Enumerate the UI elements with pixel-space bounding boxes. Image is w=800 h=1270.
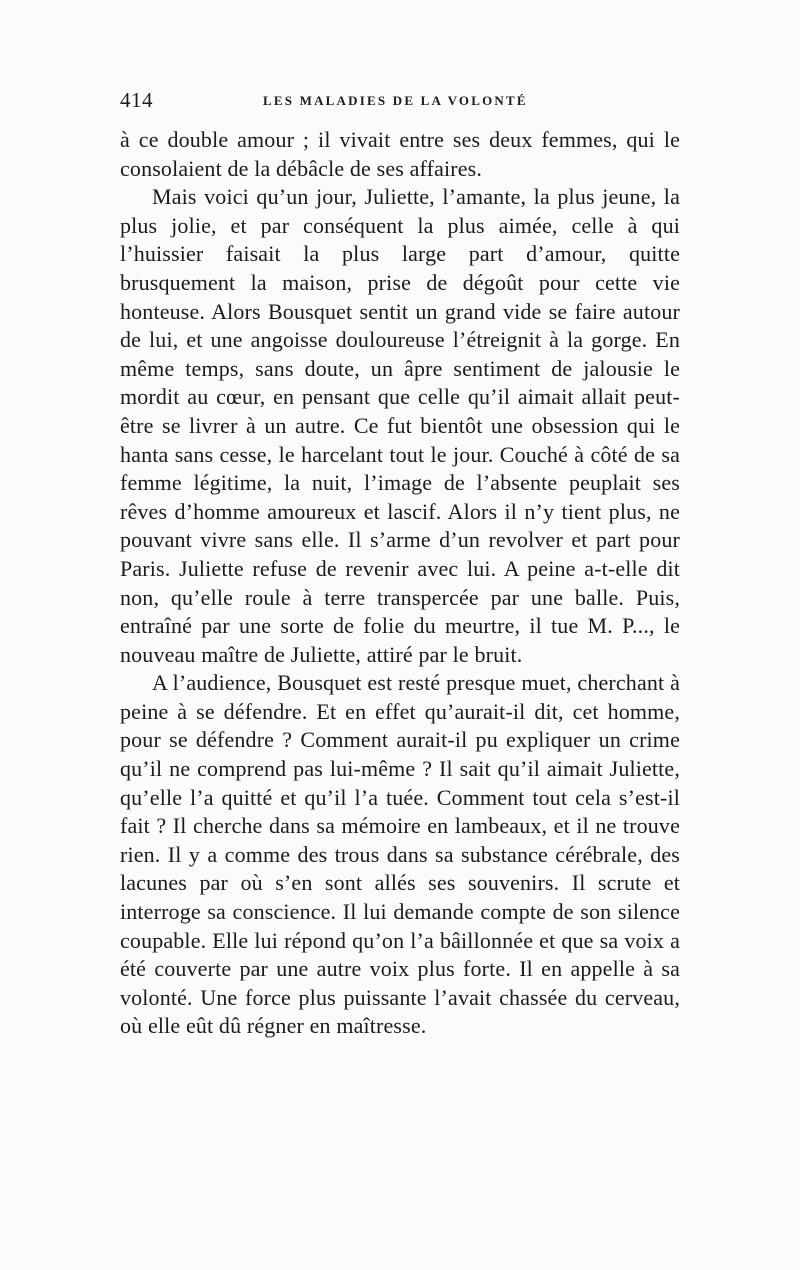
page-number: 414 bbox=[120, 88, 153, 112]
body-text bbox=[120, 126, 680, 1041]
paragraph-audience: A l’audience, Bousquet est resté presque muet, cherchant à peine à se défendre. Et en effet qu’aurait-il dit, cet homme, pour se défendre ? Comment aurait-il pu expliquer un crime qu’il ne comprend pas lui-même ? Il sait qu’il aimait Juliette, qu’elle l’a quitté et qu’il l’a tuée. Comment tout cela s’est-il fait ? Il cherche dans sa mémoire en lambeaux, et il ne trouve rien. Il y a comme des trous dans sa substance cérébrale, des lacunes par où s’en sont allés ses souvenirs. Il scrute et interroge sa conscience. Il lui demande compte de son silence coupable. Elle lui répond qu’on l’a bâillonnée et que sa voix a été couverte par une autre voix plus forte. Il en appelle à sa volonté. Une force plus puissante l’avait chassée du cerveau, où elle eût dû régner en maîtresse. bbox=[120, 670, 680, 1039]
running-title: LES MALADIES DE LA VOLONTÉ bbox=[263, 93, 528, 108]
paragraph-continuation: à ce double amour ; il vivait entre ses deux femmes, qui le consolaient de la débâcle de ses affaires. bbox=[120, 127, 680, 181]
paragraph-juliette-leaves: Mais voici qu’un jour, Juliette, l’amante, la plus jeune, la plus jolie, et par conséquent la plus aimée, celle à qui l’huissier faisait la plus large part d’amour, quitte brusquement la maison, prise de dégoût pour cette vie honteuse. Alors Bousquet sentit un grand vide se faire autour de lui, et une angoisse douloureuse l’étreignit à la gorge. En même temps, sans doute, un âpre sentiment de jalousie le mordit au cœur, en pensant que celle qu’il aimait allait peut-être se livrer à un autre. Ce fut bientôt une obsession qui le hanta sans cesse, le harcelant tout le jour. Couché à côté de sa femme légitime, la nuit, l’image de l’absente peuplait ses rêves d’homme amoureux et lascif. Alors il n’y tient plus, ne pouvant vivre sans elle. Il s’arme d’un revolver et part pour Paris. Juliette refuse de revenir avec lui. A peine a-t-elle dit non, qu’elle roule à terre transpercée par une balle. Puis, entraîné par une sorte de folie du meurtre, il tue M. P..., le nouveau maître de Juliette, attiré par le bruit. bbox=[120, 184, 680, 667]
page-header bbox=[120, 88, 680, 118]
